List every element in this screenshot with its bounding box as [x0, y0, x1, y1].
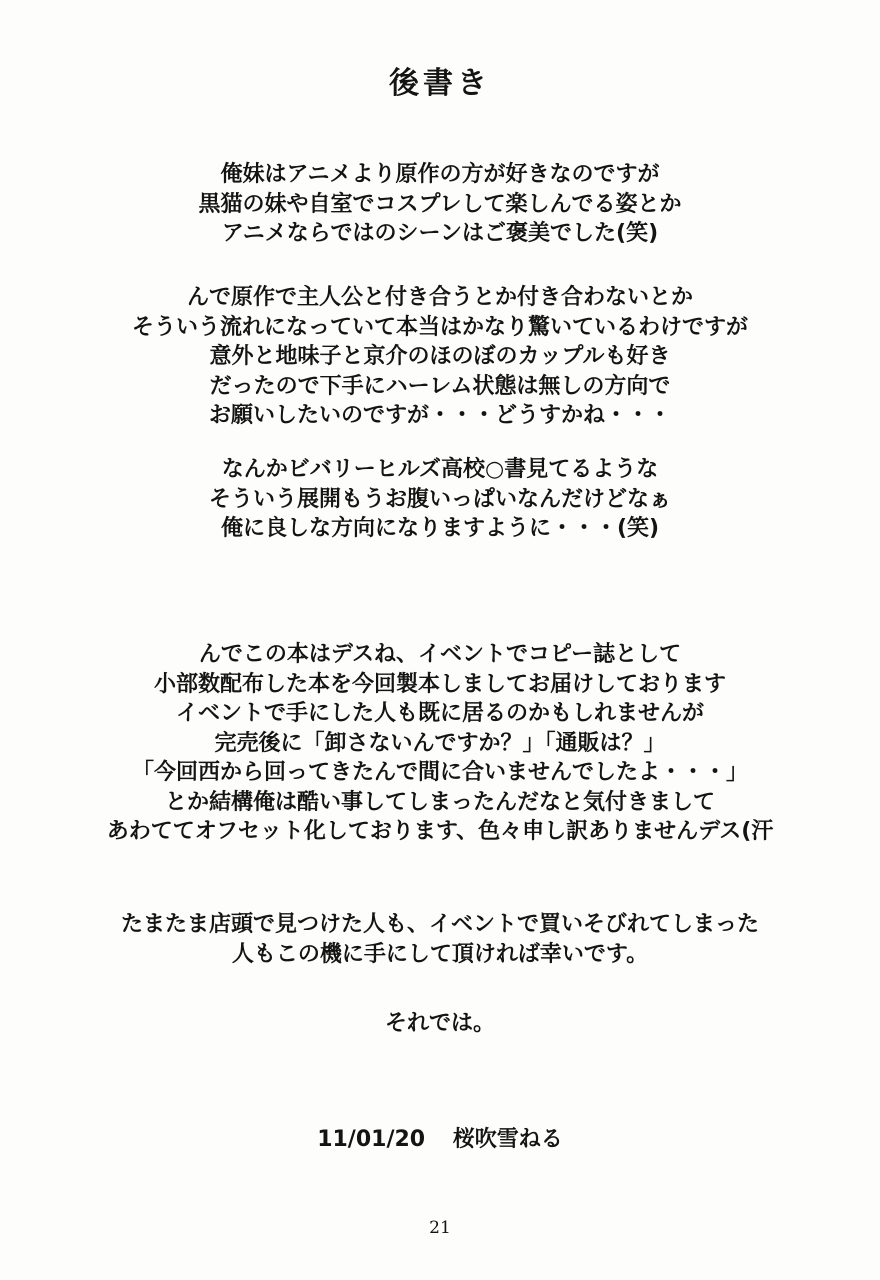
text-line: んで原作で主人公と付き合うとか付き合わないとか: [186, 285, 693, 310]
text-line: アニメならではのシーンはご褒美でした(笑): [221, 221, 659, 246]
signoff-date: 11/01/20: [317, 1127, 426, 1152]
paragraph-5: [0, 910, 880, 969]
text-line: なんかビバリーヒルズ高校○書見てるような: [221, 457, 659, 482]
text-line: 完売後に「卸さないんですか？」「通販は？」: [214, 730, 666, 756]
text-line: あわててオフセット化しております、色々申し訳ありませんデス(汗: [106, 819, 774, 844]
closing-line: それでは。: [384, 1011, 495, 1036]
text-line: お願いしたいのですが・・・どうすかね・・・: [208, 403, 671, 428]
text-line: んでこの本はデスね、イベントでコピー誌として: [198, 642, 682, 667]
paragraph-2: [0, 283, 880, 431]
signoff-author: 桜吹雪ねる: [452, 1127, 563, 1152]
text-line: 「今回西から回ってきたんで間に合いませんでしたよ・・・」: [131, 760, 748, 785]
text-line: たまたま店頭で見つけた人も、イベントで買いそびれてしまった: [120, 912, 759, 937]
paragraph-1: [0, 160, 880, 249]
text-line: 人もこの機に手にして頂ければ幸いです。: [231, 941, 649, 967]
text-line: そういう流れになっていて本当はかなり驚いているわけですが: [131, 314, 748, 340]
text-line: 黒猫の妹や自室でコスプレして楽しんでる姿とか: [198, 191, 682, 217]
page-number: 21: [429, 1218, 451, 1238]
text-line: 小部数配布した本を今回製本しましてお届けしております: [153, 671, 726, 697]
page-title: 後書き: [389, 66, 491, 101]
text-line: 俺に良しな方向になりますように・・・(笑): [220, 516, 660, 541]
paragraph-3: [0, 455, 880, 544]
text-line: そういう展開もうお腹いっぱいなんだけどなぁ: [208, 486, 671, 512]
text-line: 意外と地味子と京介のほのぼのカップルも好き: [209, 344, 671, 369]
text-line: 俺妹はアニメより原作の方が好きなのですが: [220, 162, 660, 187]
text-line: イベントで手にした人も既に居るのかもしれませんが: [175, 701, 704, 726]
paragraph-4: [0, 640, 880, 847]
text-line: とか結構俺は酷い事してしまったんだなと気付きまして: [164, 789, 715, 815]
text-line: だったので下手にハーレム状態は無しの方向で: [209, 373, 671, 399]
signoff: [0, 1122, 880, 1153]
